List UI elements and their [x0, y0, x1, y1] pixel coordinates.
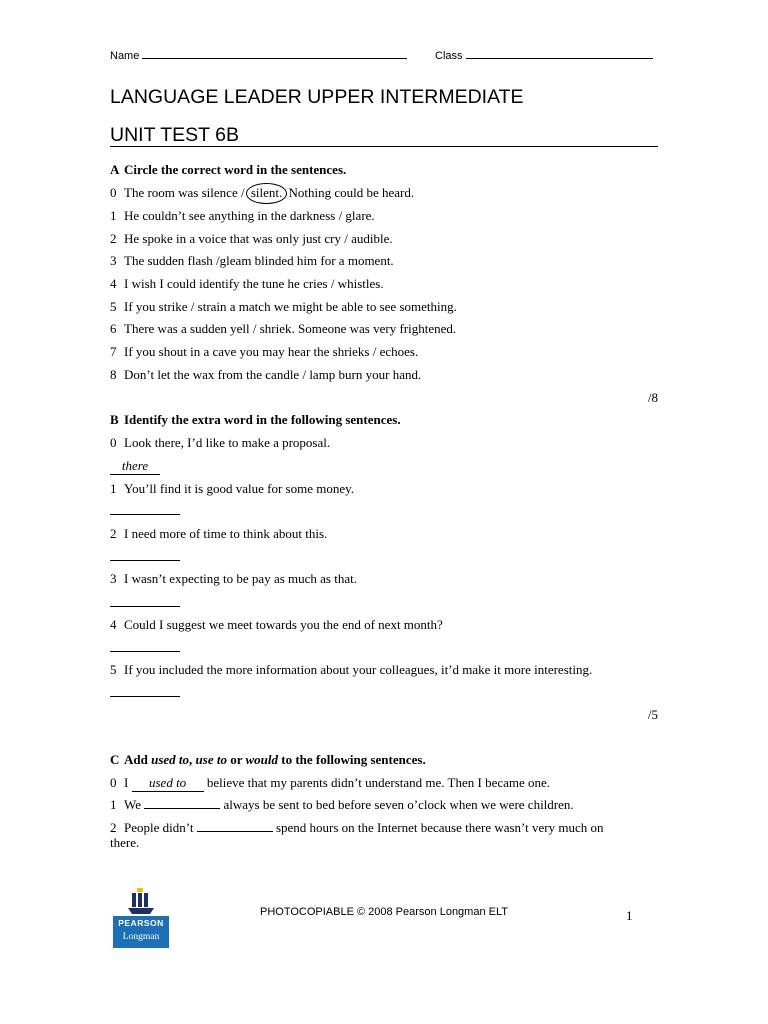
- footer-copyright: PHOTOCOPIABLE © 2008 Pearson Longman ELT: [260, 906, 508, 918]
- section-b-item: 3 I wasn’t expecting to be pay as much as that.: [110, 571, 357, 586]
- section-b-example: 0 Look there, I’d like to make a proposal.: [110, 435, 331, 450]
- circled-answer: silent.: [246, 183, 287, 204]
- answer-blank[interactable]: [144, 797, 220, 809]
- name-label: Name: [110, 50, 140, 62]
- section-b-item: 1 You’ll find it is good value for some money.: [110, 481, 355, 496]
- section-b-item: 2 I need more of time to think about this.: [110, 526, 328, 541]
- answer-blank[interactable]: [197, 820, 273, 832]
- section-b-item: 4 Could I suggest we meet towards you the end of next month?: [110, 617, 443, 632]
- name-field: [110, 50, 407, 62]
- course-title: LANGUAGE LEADER UPPER INTERMEDIATE: [110, 86, 524, 108]
- section-a-item: 4 I wish I could identify the tune he cries / whistles.: [110, 276, 384, 291]
- logo-pearson-text: PEARSON: [118, 918, 164, 928]
- test-title: UNIT TEST 6B: [110, 124, 239, 146]
- section-a-example: 0 The room was silence / silent. Nothing could be heard.: [110, 185, 414, 201]
- section-c-item: 1 We always be sent to bed before seven o’clock when we were children.: [110, 797, 574, 812]
- section-a-item: 8 Don’t let the wax from the candle / lamp burn your hand.: [110, 367, 422, 382]
- section-c-example: 0 I used to believe that my parents didn’t understand me. Then I became one.: [110, 775, 551, 790]
- example-fill: used to: [132, 775, 204, 792]
- section-a-item: 3 The sudden flash /gleam blinded him for a moment.: [110, 253, 394, 268]
- class-field: [435, 50, 653, 62]
- section-b-item: 5 If you included the more information about your colleagues, it’d make it more interesting.: [110, 662, 593, 677]
- section-c-heading: C Add used to, use to or would to the following sentences.: [110, 752, 426, 767]
- section-a-item: 7 If you shout in a cave you may hear the shrieks / echoes.: [110, 344, 419, 359]
- section-a-item: 1 He couldn’t see anything in the darkness / glare.: [110, 208, 375, 223]
- section-b-score: /5: [647, 707, 658, 722]
- section-a-heading: A Circle the correct word in the sentences.: [110, 162, 347, 177]
- section-c-item: 2 People didn’t spend hours on the Internet because there wasn’t very much on: [110, 820, 604, 835]
- class-label: Class: [435, 50, 463, 62]
- section-b-heading: B Identify the extra word in the following sentences.: [110, 412, 401, 427]
- answer-blank[interactable]: [110, 514, 180, 515]
- section-c-item-continuation: there.: [110, 835, 140, 850]
- answer-blank[interactable]: [110, 606, 180, 607]
- title-rule: [110, 146, 658, 147]
- class-blank: [466, 58, 653, 59]
- pearson-longman-logo: [113, 887, 169, 949]
- page-number: 1: [626, 908, 633, 923]
- section-a-score: /8: [647, 390, 658, 405]
- section-b-example-answer: there: [110, 458, 160, 475]
- name-blank: [142, 58, 407, 59]
- answer-blank[interactable]: [110, 560, 180, 561]
- logo-longman-text: Longman: [122, 932, 160, 942]
- answer-blank[interactable]: [110, 696, 180, 697]
- section-a-item: 5 If you strike / strain a match we might be able to see something.: [110, 299, 457, 314]
- section-a-item: 2 He spoke in a voice that was only just cry / audible.: [110, 231, 393, 246]
- section-a-item: 6 There was a sudden yell / shriek. Someone was very frightened.: [110, 321, 457, 336]
- answer-blank[interactable]: [110, 651, 180, 652]
